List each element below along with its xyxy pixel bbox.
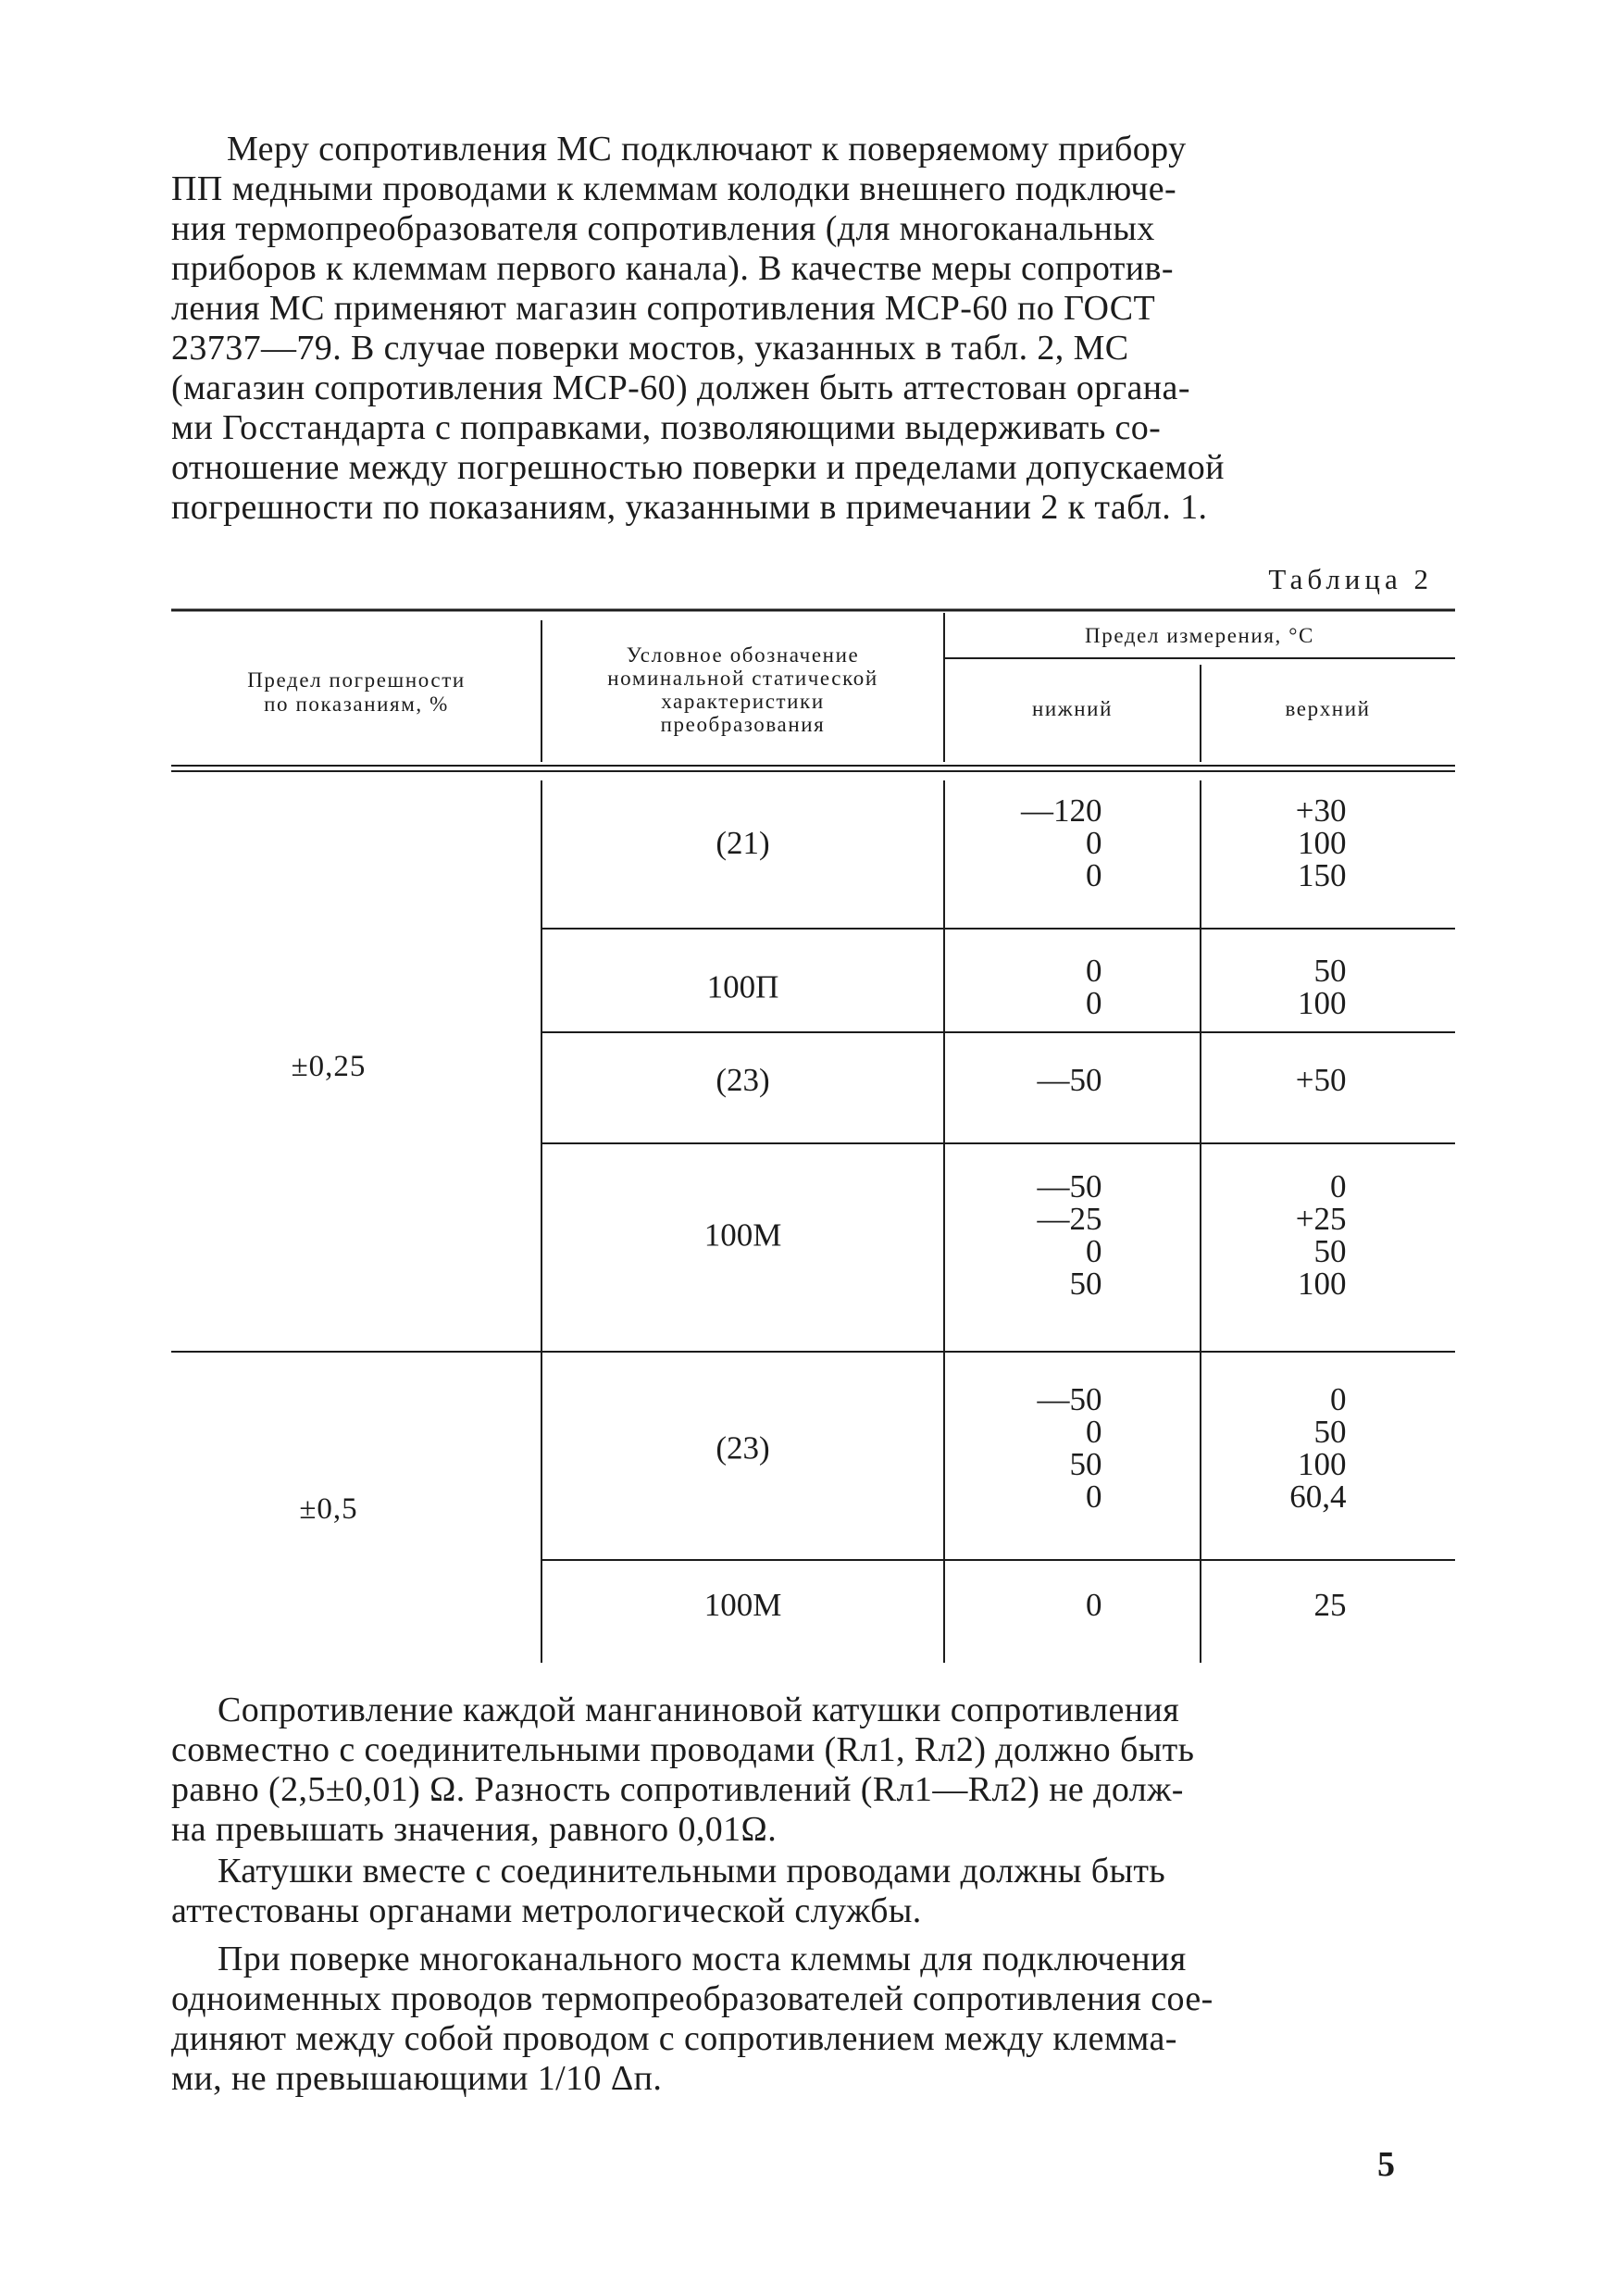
lower-limit-value: —120 <box>1021 792 1102 829</box>
designation-value: 100М <box>703 1217 782 1254</box>
table-caption: Таблица 2 <box>1268 563 1433 595</box>
lower-limit-value: —50 <box>1037 1381 1102 1417</box>
error-limit-value: ±0,25 <box>291 1050 367 1083</box>
multichannel-paragraph <box>171 1940 1462 2099</box>
upper-limit-value: 60,4 <box>1289 1479 1347 1515</box>
text-line: диняют между собой проводом с сопротивлением между клемма- <box>171 2019 1177 2058</box>
upper-limit-value: 0 <box>1330 1168 1347 1204</box>
header-designation: номинальной статической <box>607 667 878 690</box>
header-upper: верхний <box>1285 697 1371 720</box>
text-line: ми Госстандарта с поправками, позволяющими выдерживать со- <box>171 408 1162 447</box>
lower-limit-value: 0 <box>1086 825 1102 861</box>
designation-value: (23) <box>716 1062 770 1098</box>
lower-limit-value: 0 <box>1086 1233 1102 1269</box>
header-error-limit: по показаниям, % <box>264 693 449 716</box>
upper-limit-value: +25 <box>1295 1201 1347 1237</box>
text-line: одноименных проводов термопреобразователей сопротивления сое- <box>171 1979 1214 2018</box>
attestation-paragraph <box>171 1852 1462 1931</box>
upper-limit-value: 50 <box>1313 953 1347 989</box>
lower-limit-value: —50 <box>1037 1168 1102 1204</box>
text-line: Меру сопротивления МС подключают к поверяемому прибору <box>227 130 1187 168</box>
upper-limit-value: 100 <box>1298 1446 1347 1482</box>
lower-limit-value: 0 <box>1086 1479 1102 1515</box>
text-line: Сопротивление каждой манганиновой катушки сопротивления <box>218 1691 1180 1729</box>
lower-limit-value: 0 <box>1086 985 1102 1021</box>
upper-limit-value: 100 <box>1298 1266 1347 1302</box>
text-line: на превышать значения, равного 0,01Ω. <box>171 1810 778 1849</box>
text-line: аттестованы органами метрологической службы. <box>171 1891 922 1930</box>
text-line: Катушки вместе с соединительными проводами должны быть <box>218 1852 1166 1890</box>
upper-limit-value: 150 <box>1298 857 1347 893</box>
designation-value: 100М <box>703 1587 782 1623</box>
lower-limit-value: 0 <box>1086 953 1102 989</box>
lower-limit-value: —25 <box>1037 1201 1102 1237</box>
text-line: ния термопреобразователя сопротивления (для многоканальных <box>171 209 1155 248</box>
coil-paragraph <box>171 1691 1462 1850</box>
text-line: отношение между погрешностью поверки и пределами допускаемой <box>171 448 1225 487</box>
text-line: ления МС применяют магазин сопротивления МСР-60 по ГОСТ <box>171 289 1156 328</box>
designation-value: (23) <box>716 1429 770 1466</box>
text-line: равно (2,5±0,01) Ω. Разность сопротивлений (Rл1—Rл2) не долж- <box>171 1770 1184 1809</box>
text-line: 23737—79. В случае поверки мостов, указанных в табл. 2, МС <box>171 329 1129 368</box>
lower-limit-value: 0 <box>1086 1414 1102 1450</box>
lower-limit-value: 0 <box>1086 1587 1102 1623</box>
text-line: совместно с соединительными проводами (Rл1, Rл2) должно быть <box>171 1730 1195 1769</box>
header-lower: нижний <box>1031 697 1114 720</box>
text-line: ПП медными проводами к клеммам колодки внешнего подключе- <box>171 169 1177 208</box>
header-designation: преобразования <box>660 713 826 736</box>
designation-value: (21) <box>716 825 770 861</box>
header-range-group: Предел измерения, °С <box>1085 624 1314 647</box>
lower-limit-value: 0 <box>1086 857 1102 893</box>
text-line: приборов к клеммам первого канала). В качестве меры сопротив- <box>171 249 1174 288</box>
text-line: (магазин сопротивления МСР-60) должен быть аттестован органа- <box>171 368 1190 407</box>
upper-limit-value: 50 <box>1313 1233 1347 1269</box>
upper-limit-value: +30 <box>1295 792 1347 829</box>
error-limit-value: ±0,5 <box>299 1492 358 1526</box>
upper-limit-value: 25 <box>1313 1587 1347 1623</box>
header-error-limit: Предел погрешности <box>247 668 466 692</box>
lower-limit-value: 50 <box>1069 1446 1102 1482</box>
upper-limit-value: +50 <box>1295 1062 1347 1098</box>
text-line: При поверке многоканального моста клеммы для подключения <box>218 1940 1187 1978</box>
header-designation: характеристики <box>661 690 825 713</box>
designation-value: 100П <box>706 968 779 1005</box>
upper-limit-value: 100 <box>1298 825 1347 861</box>
upper-limit-value: 50 <box>1313 1414 1347 1450</box>
upper-limit-value: 100 <box>1298 985 1347 1021</box>
page-number: 5 <box>1377 2145 1395 2184</box>
text-line: ми, не превышающими 1/10 Δп. <box>171 2059 663 2098</box>
lower-limit-value: —50 <box>1037 1062 1102 1098</box>
upper-limit-value: 0 <box>1330 1381 1347 1417</box>
lower-limit-value: 50 <box>1069 1266 1102 1302</box>
text-line: погрешности по показаниям, указанными в примечании 2 к табл. 1. <box>171 488 1208 527</box>
header-designation: Условное обозначение <box>626 643 860 667</box>
